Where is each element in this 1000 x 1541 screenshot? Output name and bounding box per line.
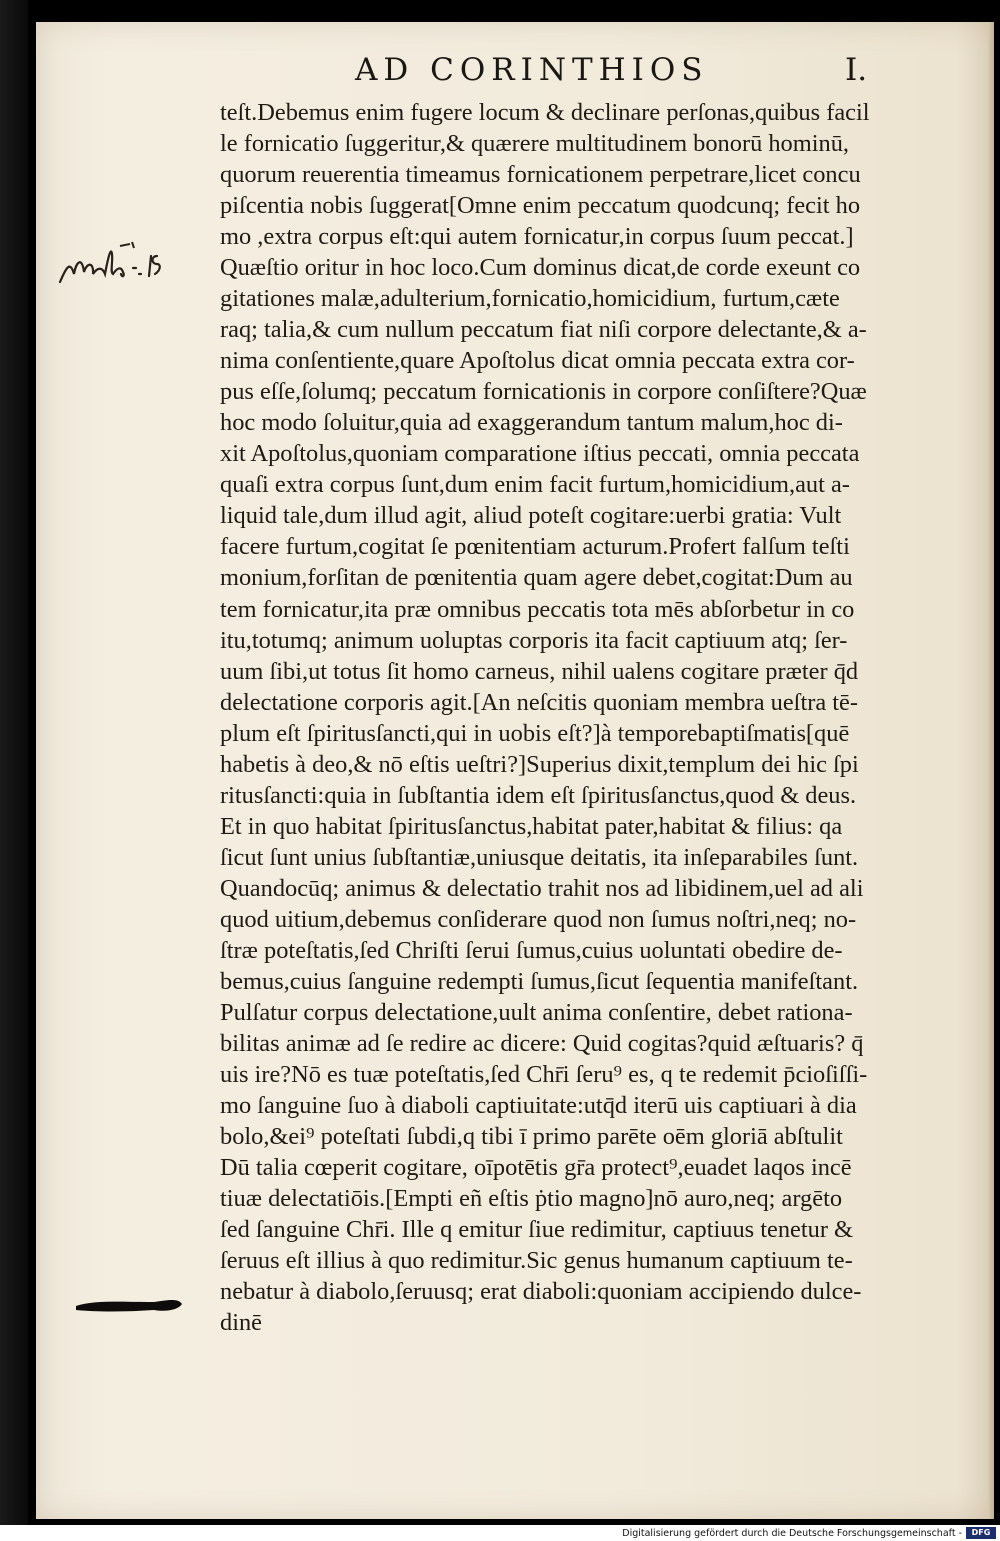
text-line: tiuæ delectatiōis.[Empti eñ eſtis ṗtio magno]nō auro,neq; argēto (220, 1185, 843, 1213)
text-line: monium,forſitan de pœnitentia quam agere debet,cogitat:Dum au (220, 564, 853, 592)
text-line: liquid tale,dum illud agit, aliud poteſt cogitare:uerbi gratia: Vult (220, 502, 842, 530)
running-head (355, 52, 875, 92)
handwritten-note-drawing (58, 236, 208, 296)
text-line: quod uitium,debemus conſiderare quod non ſumus noſtri,neq; no- (220, 905, 857, 933)
text-line: piſcentia nobis ſuggerat[Omne enim peccatum quodcunq; fecit ho (220, 192, 861, 220)
page-edge (988, 22, 994, 1519)
text-line: mo ,extra corpus eſt:qui autem fornicatur,in corpus ſuum peccat.] (220, 223, 854, 251)
text-line: tem fornicatur,ita præ omnibus peccatis tota mēs abſorbetur in co (220, 595, 855, 623)
text-line: Quæſtio oritur in hoc loco.Cum dominus dicat,de corde exeunt co (220, 254, 861, 282)
text-line: plum eſt ſpiritusſancti,qui in uobis eſt?]à temporebaptiſmatis[quē (220, 719, 850, 747)
text-line: Quandocūq; animus & delectatio trahit nos ad libidinem,uel ad ali (220, 874, 864, 902)
text-line: Dū talia cœperit cogitare, oīpotētis gr̄a protect⁹,euadet laqos incē (220, 1154, 852, 1182)
text-line: uum ſibi,ut totus ſit homo carneus, nihil ualens cogitare præter q̄d (220, 657, 859, 685)
text-line: facere furtum,cogitat ſe pœnitentiam acturum.Profert falſum teſti (220, 533, 850, 561)
text-line: ſeruus eſt illius à quo redimitur.Sic genus humanum captiuum te- (220, 1247, 853, 1275)
folio-number: I. (845, 52, 868, 88)
text-line: bolo,&ei⁹ poteſtati ſubdi,q tibi ī primo parēte oēm gloriā abſtulit (220, 1123, 843, 1151)
text-line: bemus,cuius ſanguine redempti ſumus,ſicut ſequentia manifeſtant. (220, 967, 859, 995)
text-line: ſicut ſunt unius ſubſtantiæ,uniusque deitatis, ita inſeparabiles ſunt. (220, 843, 859, 871)
text-line: raq; talia,& cum nullum peccatum fiat niſi corpore delectante,& a- (220, 316, 867, 344)
binding-shadow (0, 0, 28, 1525)
text-line: delectatione corporis agit.[An neſcitis quoniam membra ueſtra tē- (220, 688, 858, 716)
text-line: nebatur à diabolo,ſeruusq; erat diaboli:quoniam accipiendo dulce- (220, 1278, 862, 1306)
text-line: itu,totumq; animum uoluptas corporis ita facit captiuum atq; ſer- (220, 626, 848, 654)
dfg-logo: DFG (966, 1527, 996, 1539)
text-line: bilitas animæ ad ſe redire ac dicere: Quid cogitas?quid æſtuaris? q̄ (220, 1029, 864, 1057)
text-line: quorum reuerentia timeamus fornicationem perpetrare,licet concu (220, 161, 861, 189)
text-line: le fornicatio ſuggeritur,& quærere multitudinem bonorū hominū, (220, 130, 849, 158)
text-line: xit Apoſtolus,quoniam comparatione iſtius peccati, omnia peccata (220, 440, 860, 468)
ink-pointer-mark (74, 1290, 184, 1320)
text-line: Pulſatur corpus delectatione,uult anima conſentire, debet rationa- (220, 998, 853, 1026)
text-line: Et in quo habitat ſpiritusſanctus,habitat pater,habitat & filius: qa (220, 812, 843, 840)
text-line: hoc modo ſoluitur,quia ad exaggerandum tantum malum,hoc di- (220, 409, 843, 437)
text-line: pus eſſe,ſolumq; peccatum fornicationis in corpore conſiſtere?Quæ (220, 378, 867, 406)
body-text (220, 97, 988, 1338)
digitization-credit: Digitalisierung gefördert durch die Deutsche Forschungsgemeinschaft - (622, 1528, 962, 1539)
text-line: ritusſancti:quia in ſubſtantia idem eſt ſpiritusſanctus,quod & deus. (220, 781, 857, 809)
running-title: AD CORINTHIOS (355, 52, 709, 88)
text-line: dinē (220, 1309, 262, 1337)
text-line: teſt.Debemus enim fugere locum & declinare perſonas,quibus facil (220, 99, 870, 126)
text-line: ſed ſanguine Chr̄i. Ille q emitur ſiue redimitur, captiuus tenetur & (220, 1216, 854, 1244)
text-line: quaſi extra corpus ſunt,dum enim facit furtum,homicidium,aut a- (220, 471, 850, 499)
handwritten-margin-note (58, 236, 208, 296)
text-line: mo ſanguine ſuo à diaboli captiuitate:utq̄d iterū uis captiuari à dia (220, 1092, 857, 1119)
text-line: uis ire?Nō es tuæ poteſtatis,ſed Chr̄i ſeru⁹ es, q te redemit p̄cioſiſſi- (220, 1060, 868, 1088)
text-line: gitationes malæ,adulterium,fornicatio,homicidium, furtum,cæte (220, 285, 840, 313)
text-line: habetis à deo,& nō eſtis ueſtri?]Superius dixit,templum dei hic ſpi (220, 750, 859, 778)
text-line: ſtræ poteſtatis,ſed Chriſti ſerui ſumus,cuius uoluntati obedire de- (220, 936, 843, 964)
text-line: nima conſentiente,quare Apoſtolus dicat omnia peccata extra cor- (220, 347, 855, 375)
